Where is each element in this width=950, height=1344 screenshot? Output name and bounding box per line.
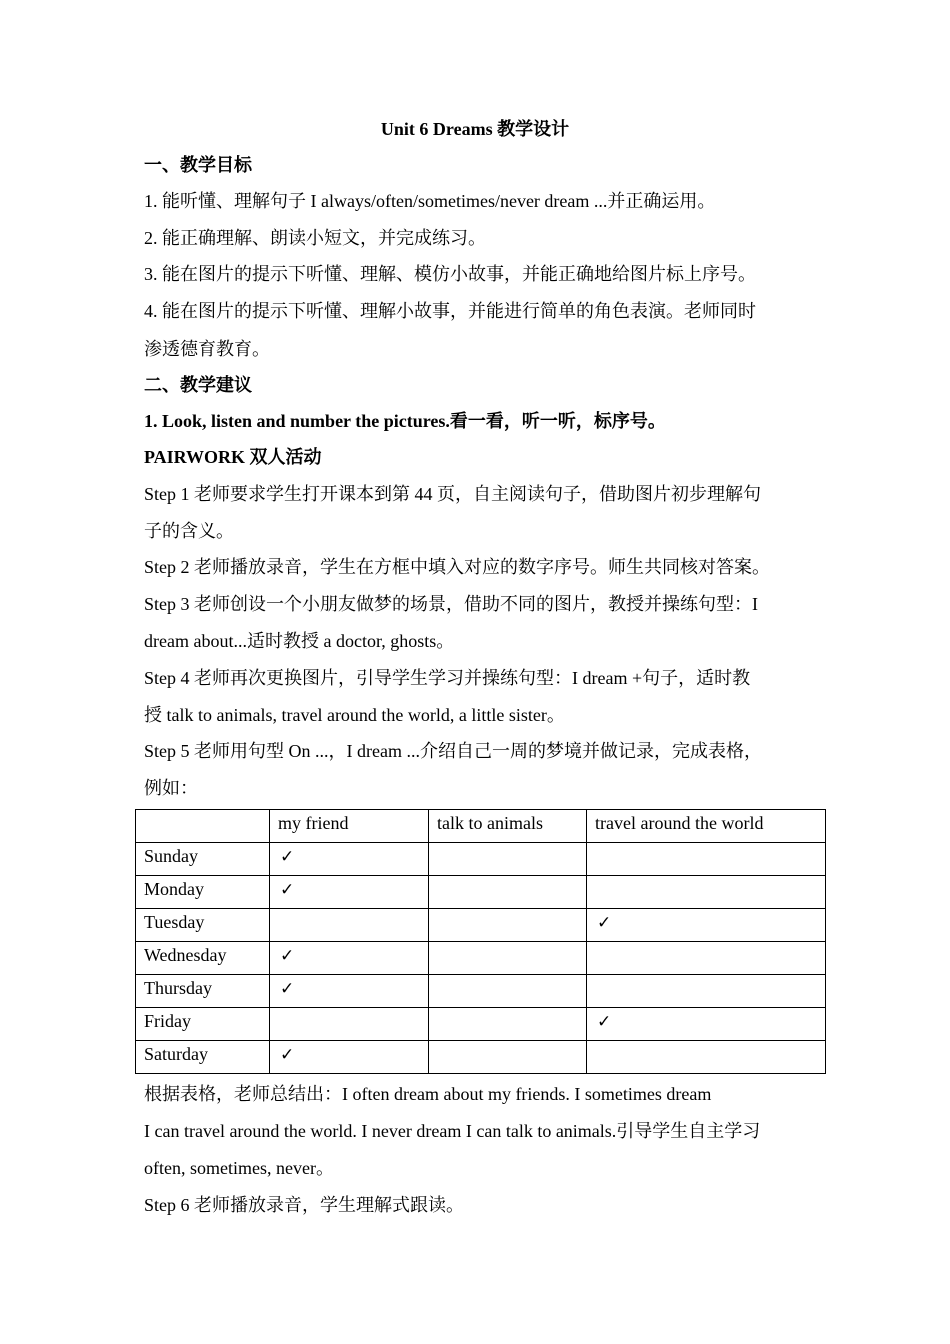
table-header-cell: travel around the world	[587, 810, 826, 843]
day-cell: Sunday	[136, 843, 270, 876]
step-line: 子的含义。	[144, 521, 234, 541]
table-cell	[429, 843, 587, 876]
pairwork-label: PAIRWORK 双人活动	[144, 447, 322, 467]
summary-line: 根据表格，老师总结出：I often dream about my friends. I sometimes dream	[144, 1084, 712, 1104]
table-cell	[429, 975, 587, 1008]
table-header-cell: my friend	[270, 810, 429, 843]
table-row	[136, 942, 826, 975]
table-row	[136, 1008, 826, 1041]
step-line: 授 talk to animals, travel around the world, a little sister。	[144, 705, 565, 725]
check-mark-icon: ✓	[280, 946, 295, 966]
table-row	[136, 975, 826, 1008]
table-cell	[270, 975, 429, 1008]
table-header-cell: talk to animals	[429, 810, 587, 843]
table-cell	[270, 876, 429, 909]
table-cell	[587, 942, 826, 975]
step-line: Step 3 老师创设一个小朋友做梦的场景，借助不同的图片，教授并操练句型：I	[144, 594, 758, 614]
section-heading-suggestions: 二、教学建议	[144, 375, 252, 395]
section-heading-objectives: 一、教学目标	[144, 155, 252, 175]
table-row	[136, 909, 826, 942]
step-6-line: Step 6 老师播放录音，学生理解式跟读。	[144, 1195, 464, 1215]
table-cell	[270, 1008, 429, 1041]
check-mark-icon: ✓	[280, 880, 295, 900]
check-mark-icon: ✓	[280, 979, 295, 999]
check-mark-icon: ✓	[280, 847, 295, 867]
table-cell	[429, 942, 587, 975]
day-cell: Saturday	[136, 1041, 270, 1074]
table-cell	[587, 876, 826, 909]
table-cell	[587, 1041, 826, 1074]
table-row	[136, 1041, 826, 1074]
table-cell	[587, 843, 826, 876]
table-cell	[270, 1041, 429, 1074]
table-cell	[587, 909, 826, 942]
dream-record-table	[135, 809, 826, 1074]
table-cell	[429, 1041, 587, 1074]
check-mark-icon: ✓	[597, 1012, 612, 1032]
step-line: 例如：	[144, 778, 198, 798]
table-cell	[587, 975, 826, 1008]
day-cell: Tuesday	[136, 909, 270, 942]
objective-item-2: 2. 能正确理解、朗读小短文，并完成练习。	[144, 228, 486, 248]
objective-item-1: 1. 能听懂、理解句子 I always/often/sometimes/never dream ...并正确运用。	[144, 191, 716, 211]
table-row	[136, 876, 826, 909]
day-cell: Thursday	[136, 975, 270, 1008]
step-line: dream about...适时教授 a doctor, ghosts。	[144, 631, 455, 651]
table-header-row	[136, 810, 826, 843]
check-mark-icon: ✓	[597, 913, 612, 933]
objective-item-3: 3. 能在图片的提示下听懂、理解、模仿小故事，并能正确地给图片标上序号。	[144, 264, 756, 284]
table-cell	[270, 843, 429, 876]
table-cell	[587, 1008, 826, 1041]
objective-item-4-continued: 渗透德育教育。	[144, 339, 270, 359]
activity-title: 1. Look, listen and number the pictures.看一看，听一听，标序号。	[144, 411, 666, 431]
day-cell: Wednesday	[136, 942, 270, 975]
step-line: Step 4 老师再次更换图片，引导学生学习并操练句型：I dream +句子，适时教	[144, 668, 751, 688]
table-cell	[429, 909, 587, 942]
table-cell	[270, 909, 429, 942]
table-header-cell	[136, 810, 270, 843]
table-cell	[429, 876, 587, 909]
objective-item-4: 4. 能在图片的提示下听懂、理解小故事，并能进行简单的角色表演。老师同时	[144, 301, 756, 321]
check-mark-icon: ✓	[280, 1045, 295, 1065]
table-cell	[429, 1008, 587, 1041]
table-row	[136, 843, 826, 876]
summary-line: I can travel around the world. I never dream I can talk to animals.引导学生自主学习	[144, 1121, 761, 1141]
table-cell	[270, 942, 429, 975]
day-cell: Monday	[136, 876, 270, 909]
step-line: Step 2 老师播放录音，学生在方框中填入对应的数字序号。师生共同核对答案。	[144, 557, 770, 577]
document-title: Unit 6 Dreams 教学设计	[380, 119, 570, 139]
summary-line: often, sometimes, never。	[144, 1158, 334, 1178]
step-line: Step 1 老师要求学生打开课本到第 44 页，自主阅读句子，借助图片初步理解句	[144, 484, 761, 504]
step-line: Step 5 老师用句型 On ...，I dream ...介绍自己一周的梦境并做记录，完成表格，	[144, 741, 762, 761]
day-cell: Friday	[136, 1008, 270, 1041]
